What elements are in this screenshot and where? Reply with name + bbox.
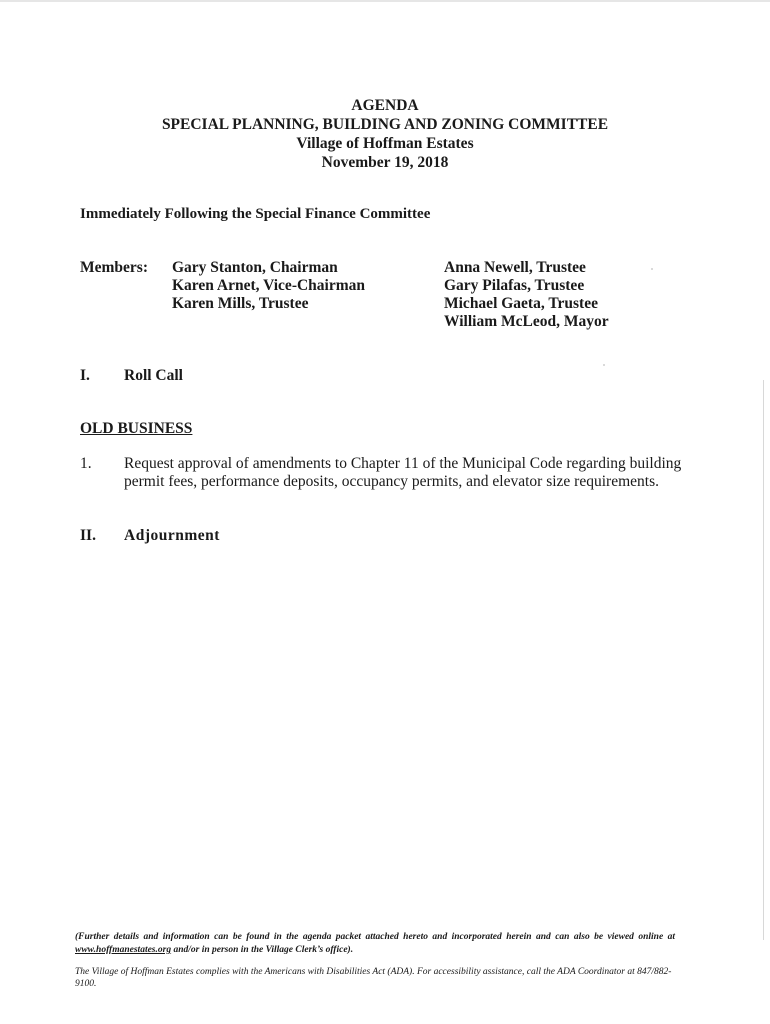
member-name: Karen Arnet, Vice-Chairman xyxy=(172,277,366,294)
member-name: Anna Newell, Trustee xyxy=(444,259,586,276)
member-name: Gary Stanton, Chairman xyxy=(172,259,338,276)
scan-speck xyxy=(651,268,653,270)
members-list-left xyxy=(172,259,365,313)
members-list-right xyxy=(444,259,609,331)
website-link[interactable]: www.hoffmanestates.org xyxy=(75,945,172,955)
meeting-date: November 19, 2018 xyxy=(321,154,449,171)
roll-call-number: I. xyxy=(80,367,90,384)
scan-speck xyxy=(603,364,605,366)
ada-notice: The Village of Hoffman Estates complies with the Americans with Disabilities Act (ADA). For accessibility assistance, call the ADA Coordinator at 847/882-9100. xyxy=(75,967,672,989)
member-name: Michael Gaeta, Trustee xyxy=(444,295,598,312)
agenda-title: AGENDA xyxy=(351,97,419,114)
adjournment-label: Adjournment xyxy=(124,527,220,544)
following-note: Immediately Following the Special Finance Committee xyxy=(80,206,431,222)
member-name: William McLeod, Mayor xyxy=(444,313,609,330)
scan-edge-top xyxy=(0,0,770,2)
roll-call-label: Roll Call xyxy=(124,367,183,384)
agenda-header xyxy=(0,96,770,172)
member-name: Karen Mills, Trustee xyxy=(172,295,309,312)
adjournment-number: II. xyxy=(80,527,96,544)
footnote-text-before: (Further details and information can be found in the agenda packet attached hereto and incorporated herein and can also be viewed online at xyxy=(75,932,675,942)
footnote xyxy=(75,931,675,957)
old-business-heading: OLD BUSINESS xyxy=(80,420,193,437)
footnote-text-after: and/or in person in the Village Clerk’s office). xyxy=(171,945,354,955)
agenda-item-text: Request approval of amendments to Chapter 11 of the Municipal Code regarding building permit fees, performance deposits, occupancy permits, and elevator size requirements. xyxy=(124,455,682,490)
scan-edge-right xyxy=(763,380,764,940)
committee-name: SPECIAL PLANNING, BUILDING AND ZONING COMMITTEE xyxy=(161,116,609,133)
village-name: Village of Hoffman Estates xyxy=(296,135,474,152)
member-name: Gary Pilafas, Trustee xyxy=(444,277,585,294)
members-label: Members: xyxy=(80,259,148,276)
agenda-item-number: 1. xyxy=(80,455,92,472)
